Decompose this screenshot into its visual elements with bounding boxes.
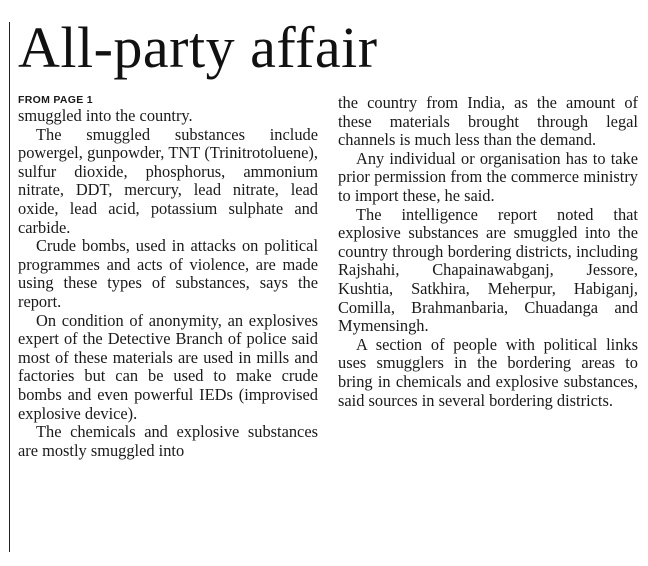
article-column-right [338,94,638,410]
paragraph-5: The chemicals and explosive substances are mostly smuggled into [18,422,318,460]
column-rule-left [9,22,10,552]
paragraph-9: A section of people with political links uses smugglers in the bordering areas to bring in chemicals and explosive substances, said sources in several bordering districts. [338,334,638,410]
paragraph-8: The intelligence report noted that explosive substances are smuggled into the country through bordering districts, including Rajshahi, Chapainawabganj, Jessore, Kushtia, Satkhira, Meherpur, Habiganj, Comilla, Brahmanbaria, Chuadanga and Mymensingh. [338,204,638,336]
paragraph-1: smuggled into the country. [18,106,193,125]
continued-from-label: FROM PAGE 1 [18,94,93,106]
paragraph-2: The smuggled substances include powergel, gunpowder, TNT (Trinitrotoluene), sulfur dioxide, phosphorus, ammonium nitrate, DDT, mercury, lead nitrate, lead oxide, lead acid, potassium sulphate and carbide. [18,124,318,237]
paragraph-3: Crude bombs, used in attacks on political programmes and acts of violence, are made using these types of substances, says the report. [18,236,318,311]
paragraph-6: the country from India, as the amount of these materials brought through legal channels is much less than the demand. [338,93,638,150]
paragraph-4: On condition of anonymity, an explosives expert of the Detective Branch of police said most of these materials are used in mills and factories but can be used to make crude bombs and even powerful IEDs (improvised explosive device). [18,310,318,423]
article-column-left [18,94,318,460]
paragraph-7: Any individual or organisation has to take prior permission from the commerce ministry to import these, he said. [338,148,638,205]
headline: All-party affair [18,15,378,80]
